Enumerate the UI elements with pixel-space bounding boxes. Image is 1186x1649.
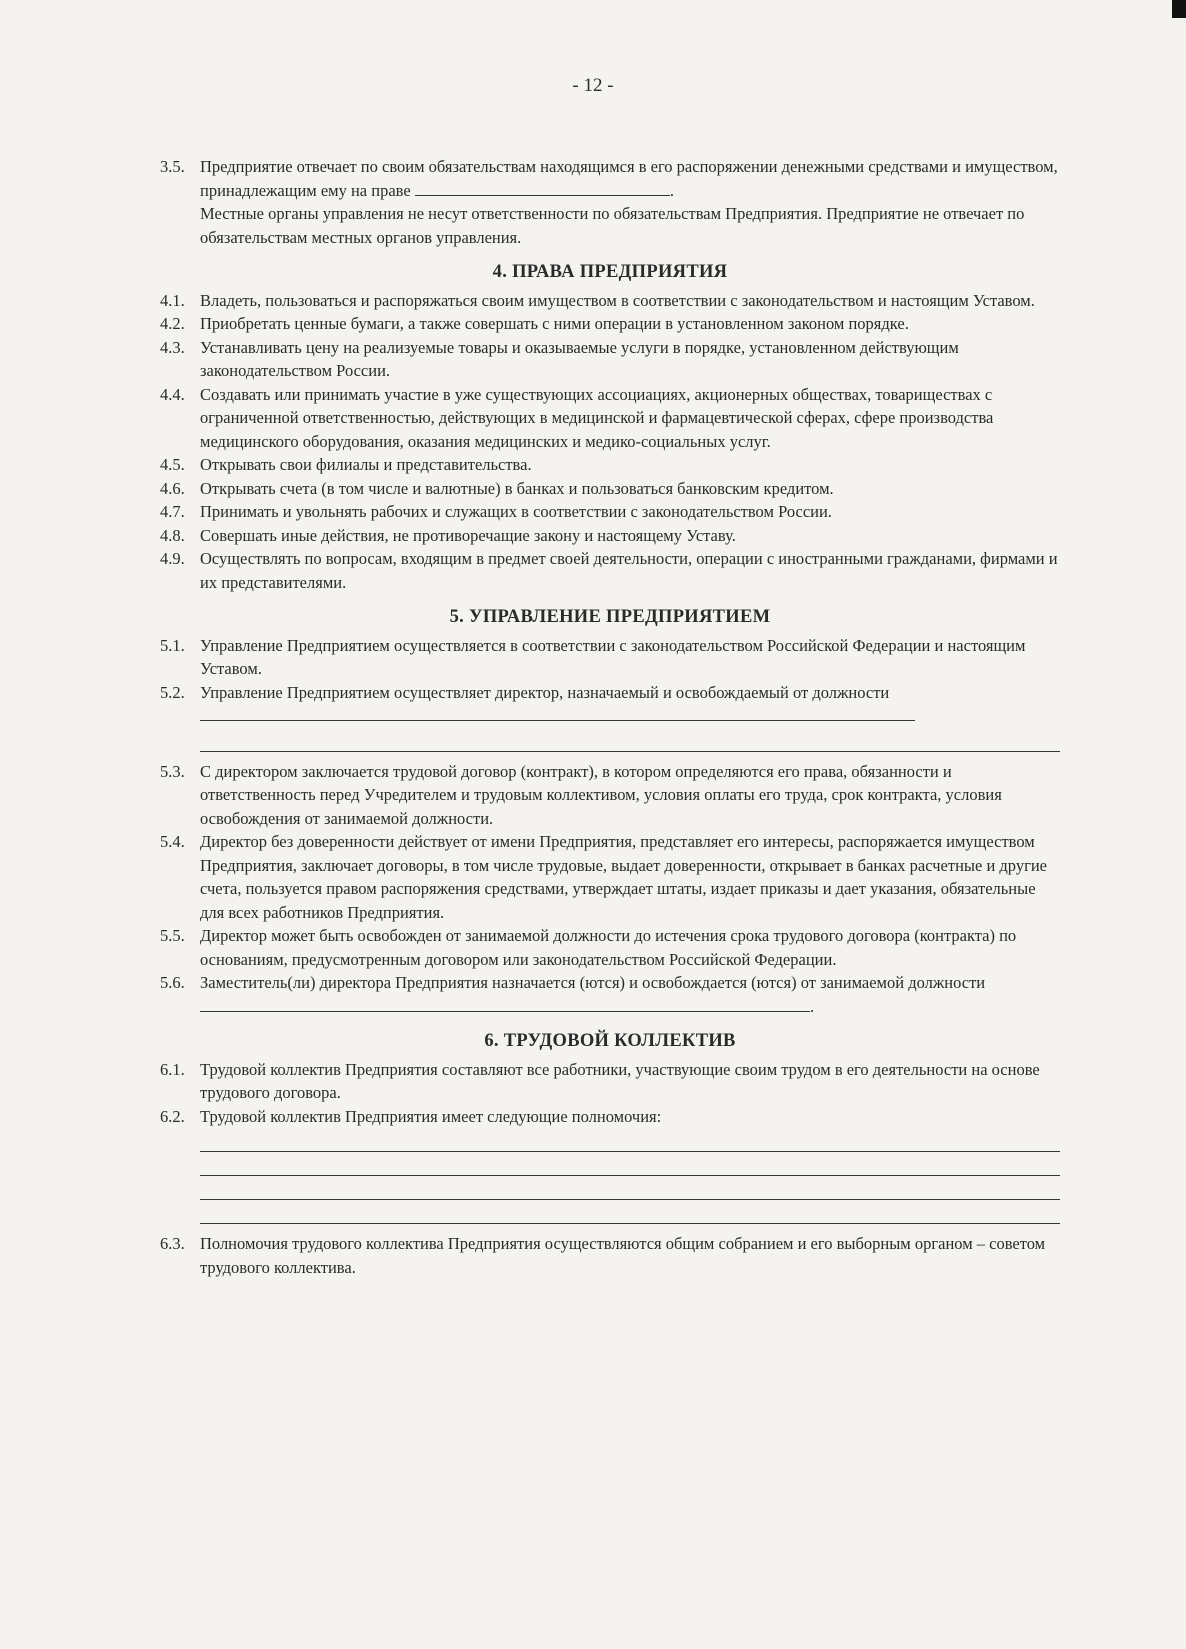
clause-text: Трудовой коллектив Предприятия составляют все работники, участвующие своим трудом в его деятельности на основе трудового договора. [200, 1059, 1040, 1102]
clause-end: . [669, 180, 674, 200]
clause-number: 4.7. [160, 502, 185, 521]
clause-number: 6.3. [160, 1234, 185, 1253]
clause-4-2 [160, 312, 1060, 336]
fill-in-blank [200, 995, 810, 1012]
clause-6-3 [160, 1232, 1060, 1279]
page-number: - 12 - [572, 75, 614, 96]
clause-5-2 [160, 681, 1060, 728]
fill-in-line [200, 1128, 1060, 1152]
clause-number: 5.2. [160, 682, 185, 702]
clause-text: Устанавливать цену на реализуемые товары и оказываемые услуги в порядке, установленном действующим законодательством России. [200, 337, 959, 380]
clause-number: 6.1. [160, 1059, 185, 1079]
clause-5-3 [160, 760, 1060, 831]
clause-4-6 [160, 477, 1060, 501]
clause-5-4 [160, 830, 1060, 924]
section-5-title: 5. УПРАВЛЕНИЕ ПРЕДПРИЯТИЕМ [449, 607, 771, 627]
clause-3-5-continuation: Местные органы управления не несут ответственности по обязательствам Предприятия. Предприятие не отвечает по обязательствам местных органов управления. [200, 204, 1025, 247]
clause-text: Полномочия трудового коллектива Предприятия осуществляются общим собранием и его выборным органом – советом трудового коллектива. [200, 1234, 1046, 1277]
clause-number: 4.6. [160, 478, 185, 498]
clause-number: 5.6. [160, 973, 185, 992]
clause-number: 4.3. [160, 337, 185, 357]
clause-text: Совершать иные действия, не противоречащие закону и настоящему Уставу. [200, 525, 736, 545]
clause-text: Открывать счета (в том числе и валютные) в банках и пользоваться банковским кредитом. [200, 478, 834, 498]
clause-3-5 [160, 155, 1060, 202]
clause-number: 6.2. [160, 1106, 185, 1126]
clause-text: Директор может быть освобожден от занимаемой должности до истечения срока трудового договора (контракта) по основаниям, предусмотренным договором или законодательством Российской Федерации. [200, 926, 1017, 969]
clause-4-4 [160, 383, 1060, 454]
clause-text: Принимать и увольнять рабочих и служащих в соответствии с законодательством России. [200, 502, 832, 521]
clause-4-1 [160, 289, 1060, 313]
clause-6-2 [160, 1105, 1060, 1129]
fill-in-line [200, 1152, 1060, 1176]
clause-number: 4.8. [160, 525, 185, 545]
clause-text: Открывать свои филиалы и представительства. [200, 455, 532, 474]
clause-end: . [810, 996, 815, 1016]
document-body [160, 155, 1060, 1279]
clause-4-7 [160, 500, 1060, 524]
clause-5-6 [160, 971, 1060, 1018]
fill-in-line [200, 1200, 1060, 1224]
fill-in-blank [200, 704, 915, 721]
clause-number: 4.4. [160, 384, 185, 404]
clause-number: 5.5. [160, 926, 185, 945]
fill-in-line [200, 728, 1060, 752]
scan-edge-mark [1172, 0, 1186, 18]
section-4-title: 4. ПРАВА ПРЕДПРИЯТИЯ [492, 262, 728, 282]
clause-4-5 [160, 453, 1060, 477]
fill-in-line [200, 1176, 1060, 1200]
clause-number: 3.5. [160, 157, 185, 176]
clause-number: 5.4. [160, 832, 185, 851]
clause-number: 4.1. [160, 290, 185, 310]
clause-number: 4.2. [160, 314, 185, 333]
clause-5-1 [160, 634, 1060, 681]
clause-4-8 [160, 524, 1060, 548]
clause-text: Приобретать ценные бумаги, а также совершать с ними операции в установленном законом порядке. [200, 314, 909, 333]
section-6-title: 6. ТРУДОВОЙ КОЛЛЕКТИВ [484, 1031, 736, 1051]
clause-4-9 [160, 547, 1060, 594]
clause-text: Трудовой коллектив Предприятия имеет следующие полномочия: [200, 1106, 662, 1126]
clause-number: 4.5. [160, 455, 185, 474]
clause-number: 5.1. [160, 635, 185, 655]
clause-4-3 [160, 336, 1060, 383]
section-4-list [160, 289, 1060, 595]
clause-number: 5.3. [160, 761, 185, 781]
clause-text: Директор без доверенности действует от имени Предприятия, представляет его интересы, распоряжается имуществом Предприятия, заключает договоры, в том числе трудовые, выдает доверенности, открывает в банках расчетные и другие счета, пользуется правом распоряжения средствами, утверждает штаты, издает приказы и дает указания, обязательные для всех работников Предприятия. [200, 832, 1048, 922]
clause-text: Предприятие отвечает по своим обязательствам находящимся в его распоряжении денежными средствами и имуществом, принадлежащим ему на праве [200, 157, 1058, 200]
clause-number: 4.9. [160, 549, 185, 568]
clause-6-1 [160, 1058, 1060, 1105]
clause-text: Осуществлять по вопросам, входящим в предмет своей деятельности, операции с иностранными гражданами, фирмами и их представителями. [200, 549, 1058, 592]
clause-text: Управление Предприятием осуществляет директор, назначаемый и освобождаемый от должности [200, 682, 890, 702]
clause-text: Управление Предприятием осуществляется в соответствии с законодательством Российской Федерации и настоящим Уставом. [200, 635, 1026, 678]
clause-text: С директором заключается трудовой договор (контракт), в котором определяются его права, обязанности и ответственность перед Учредителем и трудовым коллективом, условия оплаты его труда, срок контракта, условия освобождения от занимаемой должности. [200, 761, 1002, 828]
clause-text: Заместитель(ли) директора Предприятия назначается (ются) и освобождается (ются) от занимаемой должности [200, 973, 986, 992]
clause-text: Владеть, пользоваться и распоряжаться своим имуществом в соответствии с законодательством и настоящим Уставом. [200, 290, 1035, 310]
fill-in-blank [415, 179, 670, 196]
clause-5-5 [160, 924, 1060, 971]
clause-text: Создавать или принимать участие в уже существующих ассоциациях, акционерных обществах, товариществах с ограниченной ответственностью, действующих в медицинской и фармацевтической сферах, сфере производства медицинского оборудования, оказания медицинских и медико-социальных услуг. [200, 384, 994, 451]
